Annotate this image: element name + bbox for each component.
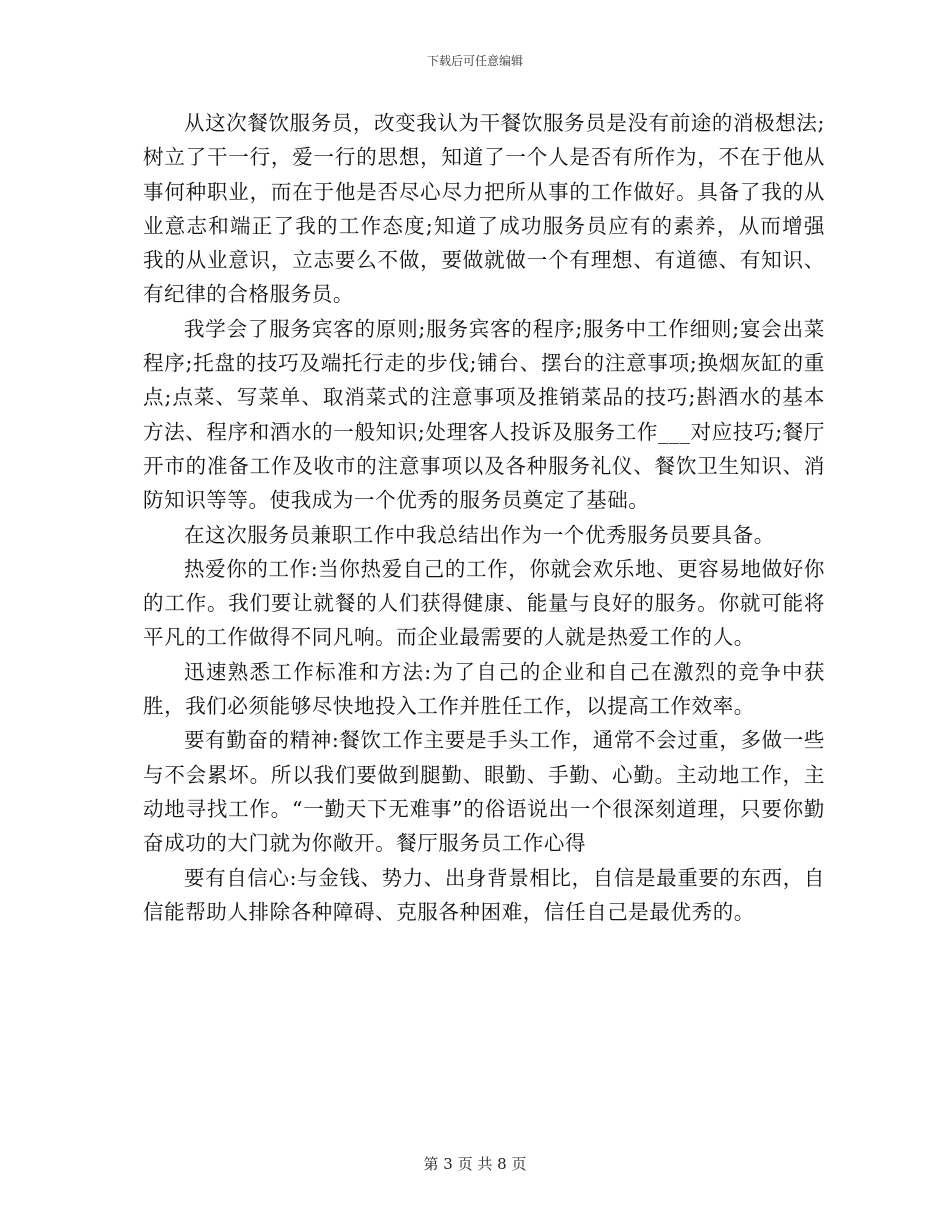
paragraph-3: 在这次服务员兼职工作中我总结出作为一个优秀服务员要具备。 (184, 522, 775, 547)
paragraph-1: 从这次餐饮服务员，改变我认为干餐饮服务员是没有前途的消极想法;树立了干一行，爱一行的思想，知道了一个人是否有所作为，不在于他从事何种职业，而在于他是否尽心尽力把所从事的工作做好。具备了我的从业意志和端正了我的工作态度;知道了成功服务员应有的素养，从而增强我的从业意识，立志要么不做，要做就做一个有理想、有道德、有知识、有纪律的合格服务员。 (143, 111, 825, 307)
document-body (143, 106, 825, 929)
paragraph-7: 要有自信心:与金钱、势力、出身背景相比，自信是最重要的东西，自信能帮助人排除各种障碍、克服各种困难，信任自己是最优秀的。 (143, 865, 825, 924)
page-header: 下载后可任意编辑 (426, 54, 523, 68)
page-footer: 第 3 页 共 8 页 (423, 1155, 527, 1173)
paragraph-6: 要有勤奋的精神:餐饮工作主要是手头工作，通常不会过重，多做一些与不会累坏。所以我们要做到腿勤、眼勤、手勤、心勤。主动地工作，主动地寻找工作。“一勤天下无难事”的俗语说出一个很深刻道理，只要你勤奋成功的大门就为你敞开。餐厅服务员工作心得 (143, 728, 825, 856)
paragraph-5: 迅速熟悉工作标准和方法:为了自己的企业和自己在激烈的竞争中获胜，我们必须能够尽快地投入工作并胜任工作，以提高工作效率。 (143, 659, 825, 719)
paragraph-4: 热爱你的工作:当你热爱自己的工作，你就会欢乐地、更容易地做好你的工作。我们要让就餐的人们获得健康、能量与良好的服务。你就可能将平凡的工作做得不同凡响。而企业最需要的人就是热爱工作的人。 (143, 556, 825, 650)
paragraph-2: 我学会了服务宾客的原则;服务宾客的程序;服务中工作细则;宴会出菜程序;托盘的技巧及端托行走的步伐;铺台、摆台的注意事项;换烟灰缸的重点;点菜、写菜单、取消菜式的注意事项及推销菜品的技巧;斟酒水的基本方法、程序和酒水的一般知识;处理客人投诉及服务工作___对应技巧;餐厅开市的准备工作及收市的注意事项以及各种服务礼仪、餐饮卫生知识、消防知识等等。使我成为一个优秀的服务员奠定了基础。 (143, 316, 825, 513)
